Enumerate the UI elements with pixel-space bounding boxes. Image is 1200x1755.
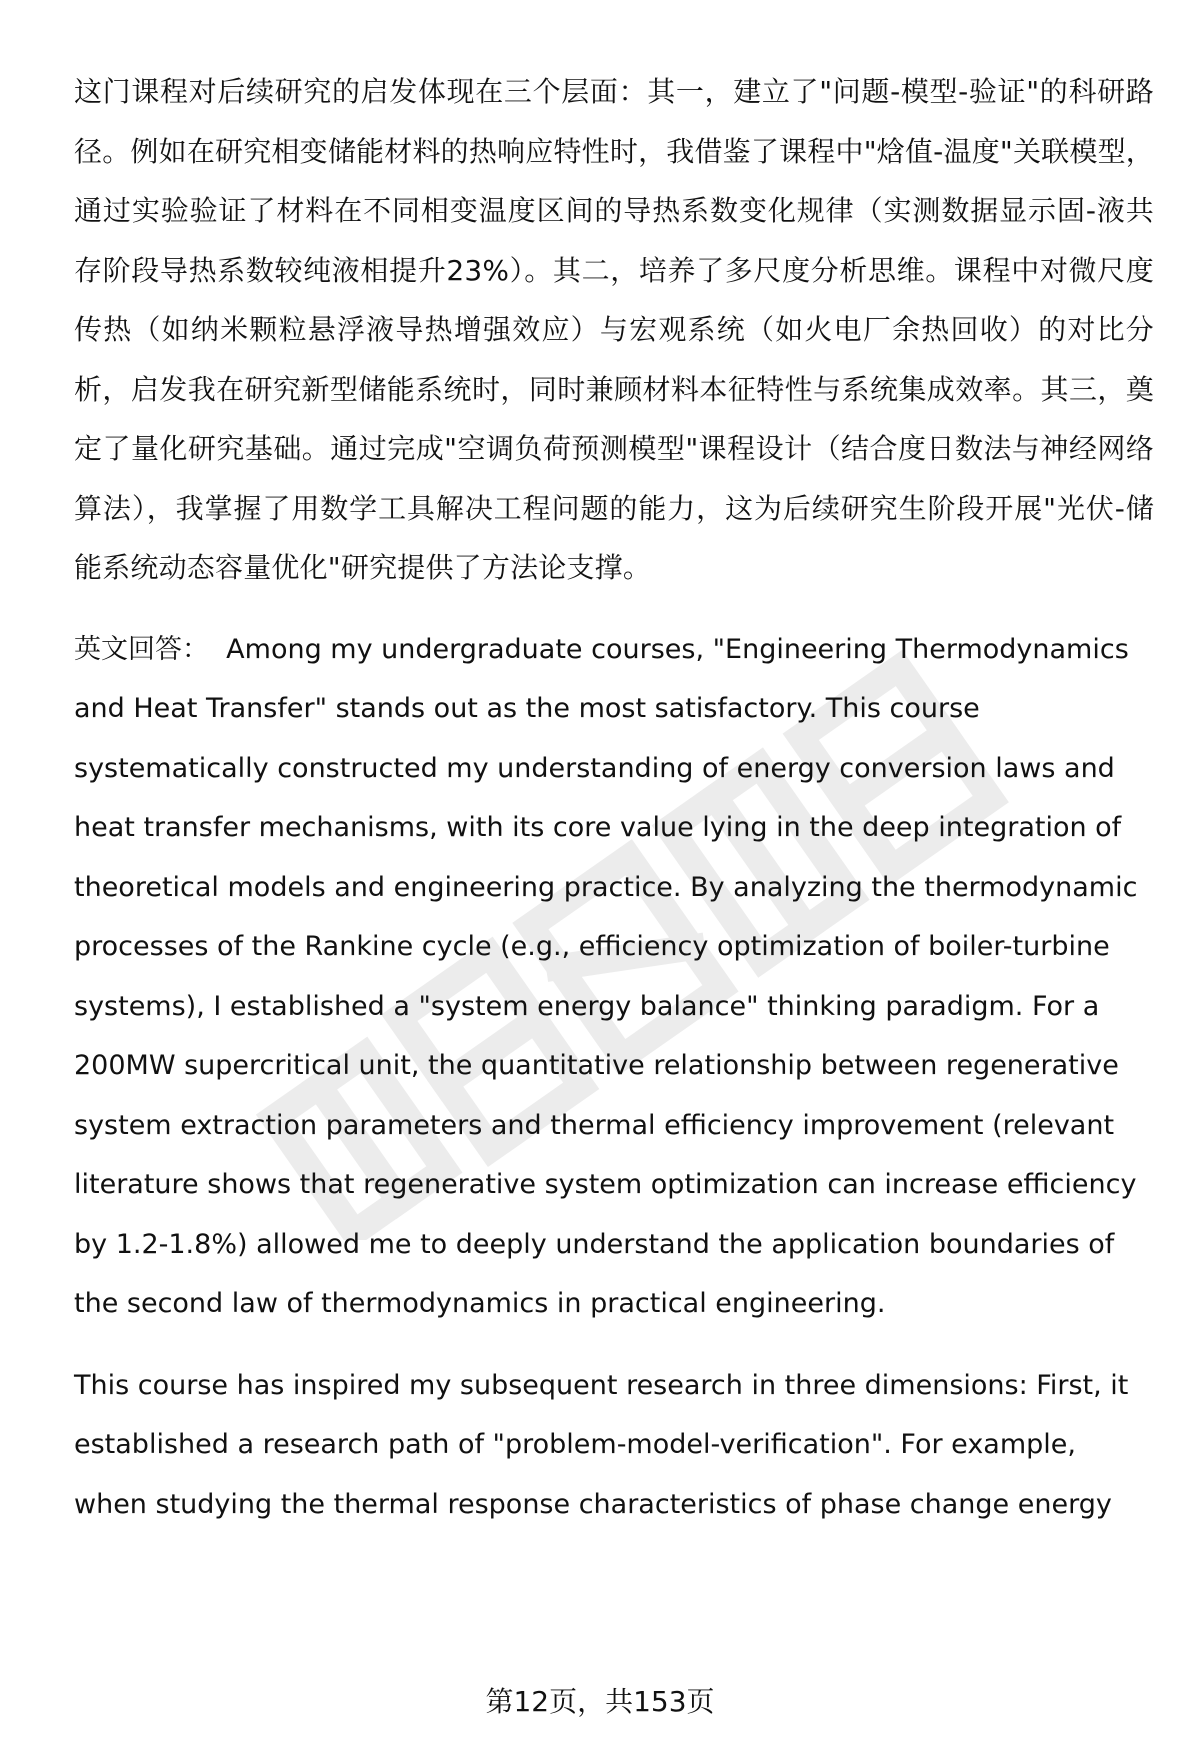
page-number-footer: 第12页，共153页: [485, 1685, 715, 1718]
paragraph-gap: [74, 598, 1154, 620]
answer-prefix-label: 英文回答：: [74, 633, 209, 665]
paragraph-en-inspiration: This course has inspired my subsequent research in three dimensions: First, it established a research path of "problem-model-verification". For example, when studying the thermal response characteristics of phase change energy: [74, 1369, 1129, 1520]
document-body: [74, 62, 1154, 1534]
paragraph-zh-inspiration: 这门课程对后续研究的启发体现在三个层面：其一，建立了"问题-模型-验证"的科研路径。例如在研究相变储能材料的热响应特性时，我借鉴了课程中"焓值-温度"关联模型，通过实验验证了材料在不同相变温度区间的导热系数变化规律（实测数据显示固-液共存阶段导热系数较纯液相提升23%）。其二，培养了多尺度分析思维。课程中对微尺度传热（如纳米颗粒悬浮液导热增强效应）与宏观系统（如火电厂余热回收）的对比分析，启发我在研究新型储能系统时，同时兼顾材料本征特性与系统集成效率。其三，奠定了量化研究基础。通过完成"空调负荷预测模型"课程设计（结合度日数法与神经网络算法），我掌握了用数学工具解决工程问题的能力，这为后续研究生阶段开展"光伏-储能系统动态容量优化"研究提供了方法论支撑。: [74, 75, 1154, 584]
answer-english-text: Among my undergraduate courses, "Engineering Thermodynamics and Heat Transfer" stands out as the most satisfactory. This course systematically constructed my understanding of energy conversion laws and heat transfer mechanisms, with its core value lying in the deep integration of theoretical models and engineering practice. By analyzing the thermodynamic processes of the Rankine cycle (e.g., efficiency optimization of boiler-turbine systems), I established a "system energy balance" thinking paradigm. For a 200MW supercritical unit, the quantitative relationship between regenerative system extraction parameters and thermal efficiency improvement (relevant literature shows that regenerative system optimization can increase efficiency by 1.2-1.8%) allowed me to deeply understand the application boundaries of the second law of thermodynamics in practical engineering.: [74, 633, 1138, 1319]
paragraph-gap: [74, 1334, 1154, 1356]
paragraph-en-answer: [74, 620, 1154, 1334]
